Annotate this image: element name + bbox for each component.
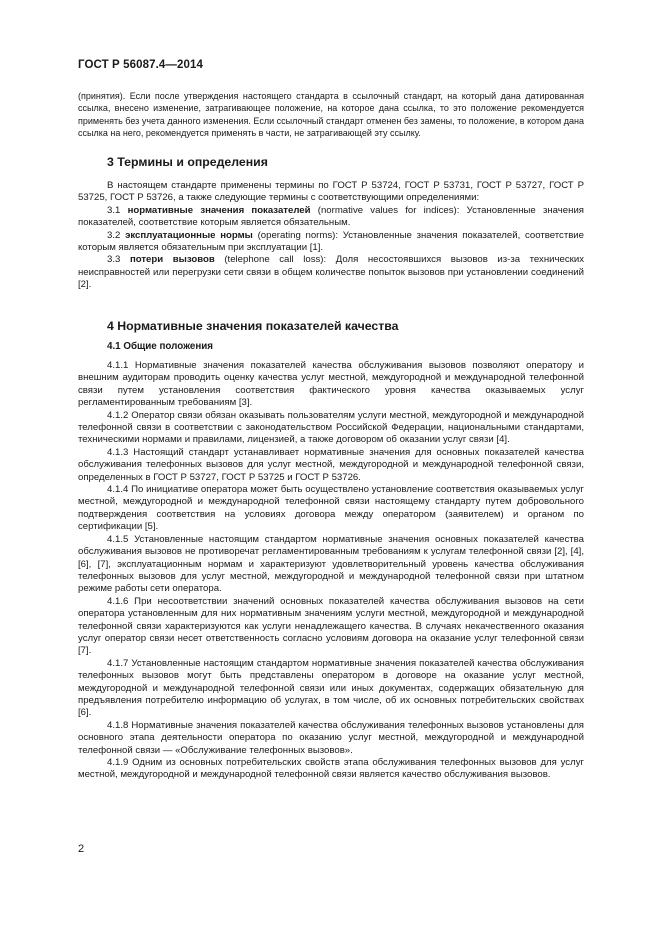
term-3-3-definition: (telephone call loss): Доля несостоявшихся вызовов из-за технических неисправностей или перегрузки сети связи в общем количестве попыток вызовов при установлении соединений [2]. (78, 254, 584, 291)
section-4-1-title: 4.1 Общие положения (107, 341, 214, 352)
term-3-2-number: 3.2 (107, 229, 121, 241)
section-4-body (78, 360, 584, 782)
paragraph-4-1-1: 4.1.1 Нормативные значения показателей качества обслуживания вызовов позволяют оператору и внешним аудиторам проводить оценку качества услуг местной, междугородной и международной телефонной связи путем установления соответствия фактического уровня качества оказываемых услуг регламентированным требованиям [3]. (78, 360, 584, 409)
paragraph-4-1-3: 4.1.3 Настоящий стандарт устанавливает нормативные значения для основных показателей качества обслуживания телефонных вызовов для услуг местной, междугородной и международной телефонной связи, определенных в ГОСТ Р 53727, ГОСТ Р 53725 и ГОСТ Р 53726. (78, 446, 584, 483)
section-3-lead: В настоящем стандарте применены термины по ГОСТ Р 53724, ГОСТ Р 53731, ГОСТ Р 53727, ГОСТ Р 53725, ГОСТ Р 53726, а также следующие термины с соответствующими определениями: (78, 180, 584, 204)
page-number: 2 (78, 843, 85, 855)
term-3-1-name: нормативные значения показателей (127, 204, 311, 216)
paragraph-4-1-8: 4.1.8 Нормативные значения показателей качества обслуживания телефонных вызовов установлены для основного этапа деятельности оператора по оказанию услуг местной, междугородной и международной телефонной связи — «Обслуживание телефонных вызовов». (78, 719, 584, 756)
term-3-2-definition: (operating norms): Установленные значения показателей, соответствие которым является обязательным при эксплуатации [1]. (78, 229, 585, 254)
section-3-title: 3 Термины и определения (107, 155, 268, 169)
section-3-body (78, 180, 584, 292)
document-header: ГОСТ Р 56087.4—2014 (78, 59, 203, 71)
term-3-1-definition: (normative values for indices): Установленные значения показателей, соответствие которым является обязательным. (78, 204, 584, 229)
term-3-3-name: потери вызовов (129, 254, 215, 266)
paragraph-4-1-6: 4.1.6 При несоответствии значений основных показателей качества обслуживания вызовов на сети оператора установленным для них нормативным значениям услуги местной, междугородной и международной телефонной связи характеризуются как услуги ненадлежащего качества. В случаях некачественного оказания услуг оператор связи несет ответственность согласно условиям договора на оказание услуг телефонной связи [7]. (78, 595, 584, 657)
term-3-2-name: эксплуатационные нормы (125, 229, 253, 241)
paragraph-4-1-9: 4.1.9 Одним из основных потребительских свойств этапа обслуживания телефонных вызовов для услуг местной, междугородной и международной телефонной связи является качество обслуживания вызовов. (78, 757, 584, 781)
paragraph-4-1-5: 4.1.5 Установленные настоящим стандартом нормативные значения основных показателей качества обслуживания вызовов не противоречат регламентированным требованиям к услугам телефонной связи [2], [4], [6], [7], эксплуатационным нормам и характеризуют удовлетворительный уровень качества обслуживания телефонных вызовов для услуг местной, междугородной и международной телефонной связи при штатном режиме работы сети оператора. (78, 533, 584, 595)
term-3-3 (78, 254, 584, 291)
intro-paragraph: (принятия). Если после утверждения настоящего стандарта в ссылочный стандарт, на который дана датированная ссылка, внесено изменение, затрагивающее положение, на которое дана ссылка, то это положение рекомендуется применять без учета данного изменения. Если ссылочный стандарт отменен без замены, то положение, в котором дана ссылка на него, рекомендуется применять в части, не затрагивающей эту ссылку. (78, 91, 584, 139)
paragraph-4-1-7: 4.1.7 Установленные настоящим стандартом нормативные значения показателей качества обслуживания телефонных вызовов могут быть представлены оператором в договоре на оказание услуг местной, междугородной и международной телефонной связи или иных документах, содержащих обязательную для предъявления потребителю информацию об услугах, в том числе, об их основных потребительских свойствах [6]. (78, 657, 584, 719)
term-3-1-number: 3.1 (107, 204, 121, 216)
section-4-title: 4 Нормативные значения показателей качества (107, 319, 399, 333)
intro-paragraph-block (78, 90, 584, 140)
paragraph-4-1-2: 4.1.2 Оператор связи обязан оказывать пользователям услуги местной, междугородной и международной телефонной связи в соответствии с законодательством Российской Федерации, национальными стандартами, техническими нормами и правилами, лицензией, а также договором об оказании услуг связи [4]. (78, 409, 584, 446)
term-3-2 (78, 230, 584, 255)
term-3-3-number: 3.3 (107, 254, 121, 266)
paragraph-4-1-4: 4.1.4 По инициативе оператора может быть осуществлено установление соответствия оказываемых услуг местной, междугородной и международной телефонной связи настоящему стандарту путем добровольного подтверждения соответствия на условиях договора между оператором (заявителем) и органом по сертификации [5]. (78, 484, 584, 533)
term-3-1 (78, 205, 584, 230)
